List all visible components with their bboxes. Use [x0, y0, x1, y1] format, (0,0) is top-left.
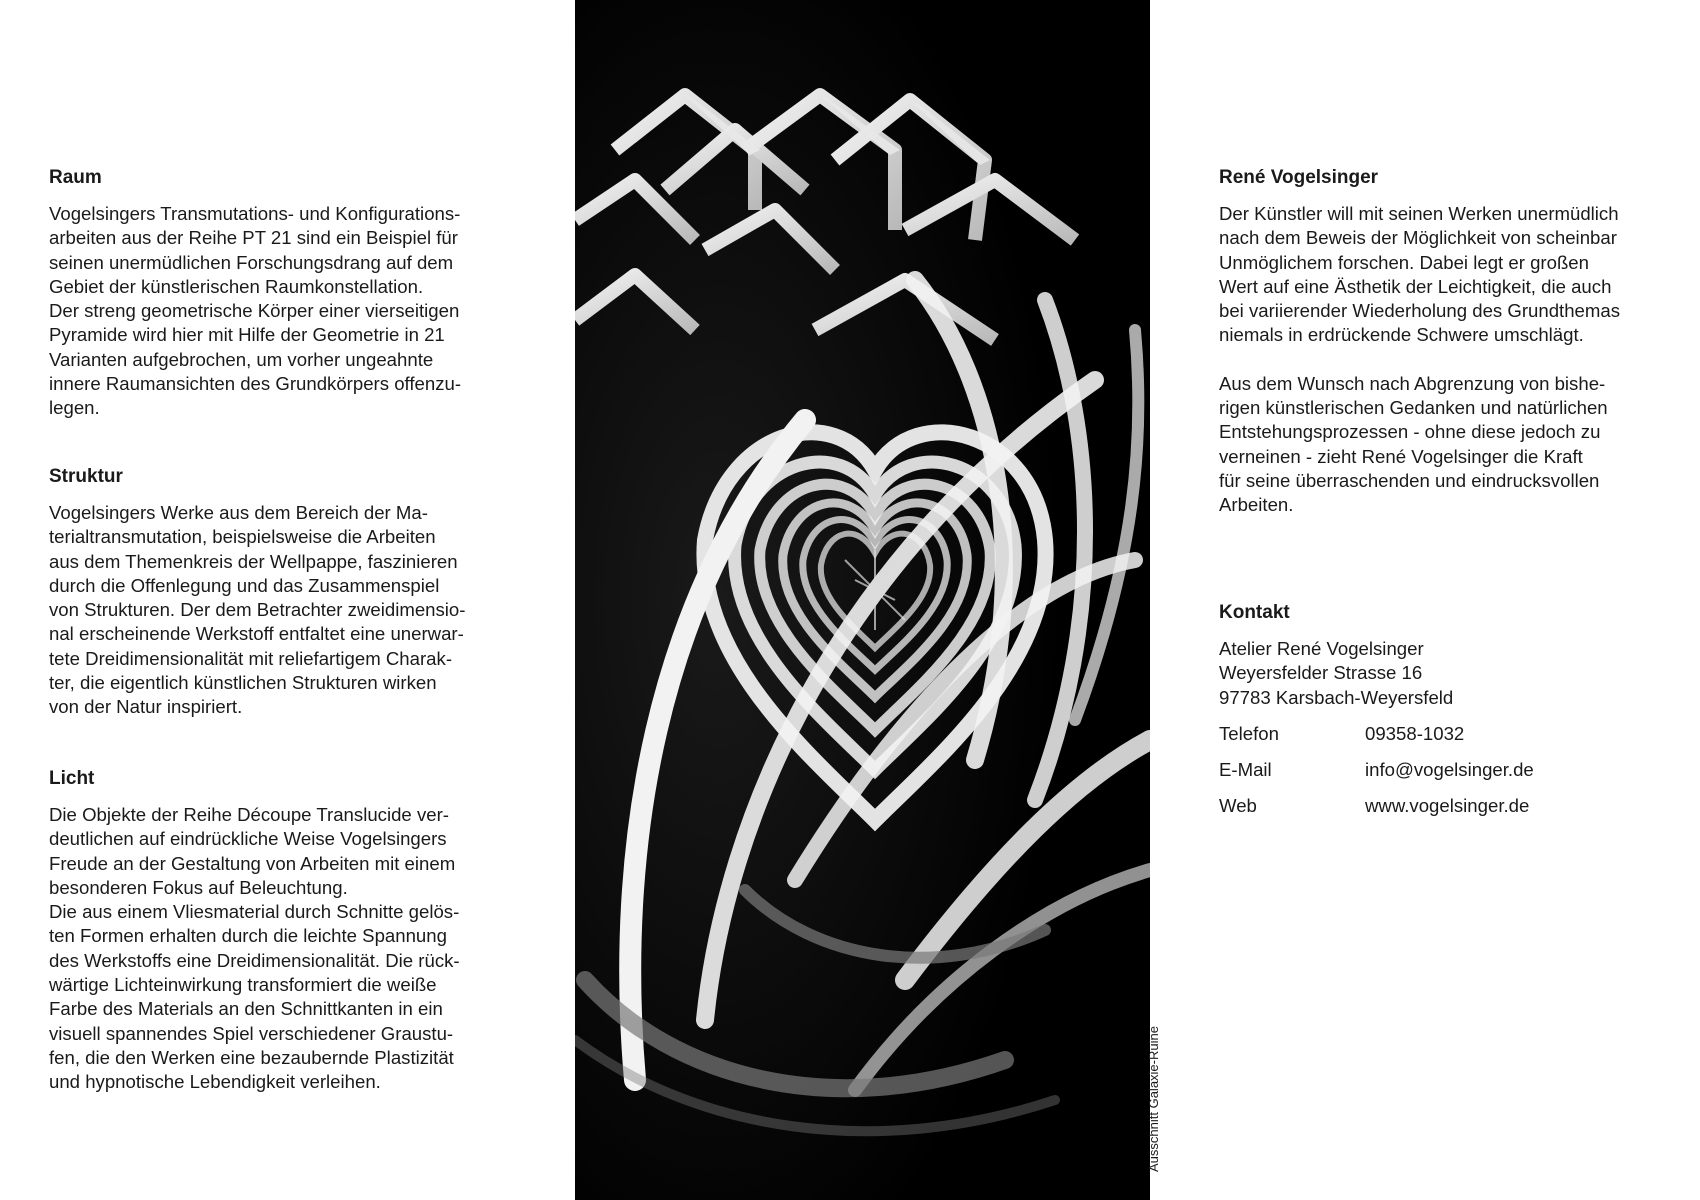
text-line: visuell spannendes Spiel verschiedener Graustu- [49, 1022, 454, 1044]
text-line: Pyramide wird hier mit Hilfe der Geometrie in 21 [49, 324, 445, 346]
email-value[interactable]: info@vogelsinger.de [1365, 758, 1534, 780]
paragraph-raum [49, 202, 529, 421]
text-line: deutlichen auf eindrückliche Weise Vogelsingers [49, 828, 447, 850]
text-line: Die Objekte der Reihe Découpe Translucide ver- [49, 804, 449, 825]
text-line: ter, die eigentlich künstlichen Strukturen wirken [49, 672, 437, 694]
text-line: rigen künstlerischen Gedanken und natürlichen [1219, 397, 1608, 419]
heading-raum: Raum [49, 167, 102, 188]
text-line: Vogelsingers Transmutations- und Konfigurations- [49, 203, 461, 224]
web-label: Web [1219, 794, 1257, 816]
address-line: Weyersfelder Strasse 16 [1219, 662, 1423, 684]
contact-row-telefon [1219, 722, 1679, 746]
contact-row-email [1219, 758, 1679, 782]
image-caption: Ausschnitt Galaxie-Ruine [1146, 1026, 1161, 1172]
text-line: Arbeiten. [1219, 494, 1294, 516]
telefon-value[interactable]: 09358-1032 [1365, 722, 1465, 744]
address-line: Atelier René Vogelsinger [1219, 638, 1424, 659]
text-line: durch die Offenlegung und das Zusammenspiel [49, 574, 440, 596]
contact-row-web [1219, 794, 1679, 818]
text-line: Gebiet der künstlerischen Raumkonstellation. [49, 275, 424, 297]
text-line: besonderen Fokus auf Beleuchtung. [49, 876, 348, 898]
text-line: terialtransmutation, beispielsweise die Arbeiten [49, 526, 436, 548]
heading-kontakt: Kontakt [1219, 602, 1290, 623]
section-licht [49, 767, 529, 1095]
text-line: des Werkstoffs eine Dreidimensionalität. Die rück- [49, 949, 460, 971]
text-line: Der Künstler will mit seinen Werken unermüdlich [1219, 203, 1619, 224]
email-label: E-Mail [1219, 758, 1272, 780]
text-line: Die aus einem Vliesmaterial durch Schnitte gelös- [49, 901, 460, 923]
artwork-photo [575, 0, 1150, 1200]
text-line: ten Formen erhalten durch die leichte Spannung [49, 925, 447, 947]
text-line: nach dem Beweis der Möglichkeit von scheinbar [1219, 227, 1617, 249]
text-line: Unmöglichem forschen. Dabei legt er großen [1219, 251, 1589, 273]
text-line: innere Raumansichten des Grundkörpers offenzu- [49, 373, 462, 395]
text-line: für seine überraschenden und eindrucksvollen [1219, 469, 1600, 491]
text-line: Der streng geometrische Körper einer vierseitigen [49, 300, 460, 322]
heading-licht: Licht [49, 768, 95, 789]
paragraph-rene-1 [1219, 202, 1679, 348]
section-struktur [49, 465, 529, 720]
text-line: von Strukturen. Der dem Betrachter zweidimensio- [49, 599, 466, 621]
text-line: arbeiten aus der Reihe PT 21 sind ein Beispiel für [49, 227, 458, 249]
paper-sculpture-image [575, 0, 1150, 1200]
text-line: Aus dem Wunsch nach Abgrenzung von bishe- [1219, 372, 1606, 394]
paragraph-licht [49, 803, 529, 1095]
text-line: seinen unermüdlichen Forschungsdrang auf dem [49, 251, 454, 273]
paragraph-struktur [49, 501, 529, 720]
text-line: Entstehungsprozessen - ohne diese jedoch zu [1219, 421, 1601, 443]
heading-rene-vogelsinger: René Vogelsinger [1219, 167, 1379, 188]
text-line: niemals in erdrückende Schwere umschlägt. [1219, 324, 1584, 346]
text-line: tete Dreidimensionalität mit reliefartigem Charak- [49, 647, 453, 669]
text-line: aus dem Themenkreis der Wellpappe, faszinieren [49, 550, 458, 572]
text-line: Varianten aufgebrochen, um vorher ungeahnte [49, 348, 434, 370]
text-line: Freude an der Gestaltung von Arbeiten mit einem [49, 852, 456, 874]
text-line: wärtige Lichteinwirkung transformiert die weiße [49, 974, 437, 996]
text-line: Vogelsingers Werke aus dem Bereich der Ma- [49, 502, 428, 523]
section-raum [49, 166, 529, 421]
postal-address [1219, 637, 1679, 710]
text-line: Wert auf eine Ästhetik der Leichtigkeit, die auch [1219, 275, 1612, 297]
telefon-label: Telefon [1219, 722, 1279, 744]
address-line: 97783 Karsbach-Weyersfeld [1219, 686, 1454, 708]
text-line: von der Natur inspiriert. [49, 696, 243, 718]
paragraph-rene-2 [1219, 372, 1679, 518]
text-line: Farbe des Materials an den Schnittkanten in ein [49, 998, 443, 1020]
text-line: fen, die den Werken eine bezaubernde Plastizität [49, 1046, 454, 1068]
text-line: und hypnotische Lebendigkeit verleihen. [49, 1071, 381, 1093]
text-line: bei variierender Wiederholung des Grundthemas [1219, 300, 1621, 322]
text-line: nal erscheinende Werkstoff entfaltet eine unerwar- [49, 623, 464, 645]
section-kontakt [1219, 601, 1679, 818]
text-line: legen. [49, 397, 100, 419]
text-line: verneinen - zieht René Vogelsinger die Kraft [1219, 445, 1583, 467]
section-rene-vogelsinger [1219, 166, 1679, 518]
heading-struktur: Struktur [49, 466, 123, 487]
web-value[interactable]: www.vogelsinger.de [1365, 794, 1530, 816]
